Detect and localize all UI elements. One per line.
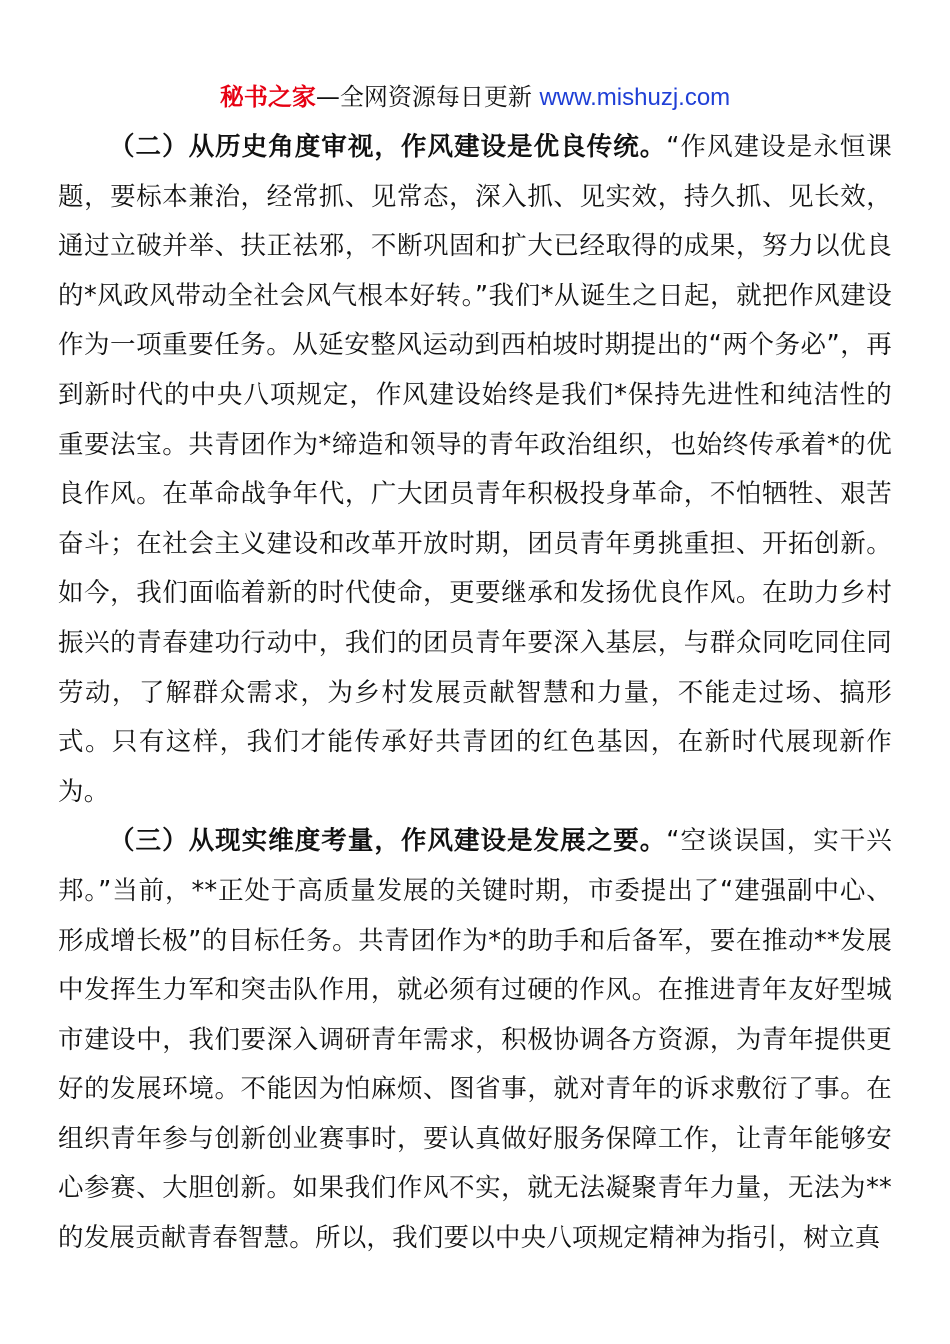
site-url[interactable]: www.mishuzj.com [539,84,731,111]
paragraph-history [58,123,892,817]
header-tagline: —全网资源每日更新 [315,83,540,111]
section-heading-history: （二）从历史角度审视，作风建设是优良传统。 [109,132,667,162]
paragraph-text: “作风建设是永恒课题，要标本兼治，经常抓、见常态，深入抓、见实效，持久抓、见长效，通过立破并举、扶正祛邪，不断巩固和扩大已经取得的成果，努力以优良的*风政风带动全社会风气根本好转。”我们*从诞生之日起，就把作风建设作为一项重要任务。从延安整风运动到西柏坡时期提出的“两个务必”，再到新时代的中央八项规定，作风建设始终是我们*保持先进性和纯洁性的重要法宝。共青团作为*缔造和领导的青年政治组织，也始终传承着*的优良作风。在革命战争年代，广大团员青年积极投身革命，不怕牺牲、艰苦奋斗；在社会主义建设和改革开放时期，团员青年勇挑重担、开拓创新。如今，我们面临着新的时代使命，更要继承和发扬优良作风。在助力乡村振兴的青春建功行动中，我们的团员青年要深入基层，与群众同吃同住同劳动，了解群众需求，为乡村发展贡献智慧和力量，不能走过场、搞形式。只有这样，我们才能传承好共青团的红色基因，在新时代展现新作为。 [58,132,893,807]
section-heading-reality: （三）从现实维度考量，作风建设是发展之要。 [109,826,667,857]
paragraph-reality [58,817,892,1263]
document-body [58,123,892,1264]
paragraph-text: “空谈误国，实干兴邦。”当前，**正处于高质量发展的关键时期，市委提出了“建强副中心、形成增长极”的目标任务。共青团作为*的助手和后备军，要在推动**发展中发挥生力军和突击队作用，就必须有过硬的作风。在推进青年友好型城市建设中，我们要深入调研青年需求，积极协调各方资源，为青年提供更好的发展环境。不能因为怕麻烦、图省事，就对青年的诉求敷衍了事。在组织青年参与创新创业赛事时，要认真做好服务保障工作，让青年能够安心参赛、大胆创新。如果我们作风不实，就无法凝聚青年力量，无法为**的发展贡献青春智慧。所以，我们要以中央八项规定精神为指引，树立真 [58,826,893,1254]
brand-name: 秘书之家 [219,83,316,111]
page-header [0,80,950,115]
